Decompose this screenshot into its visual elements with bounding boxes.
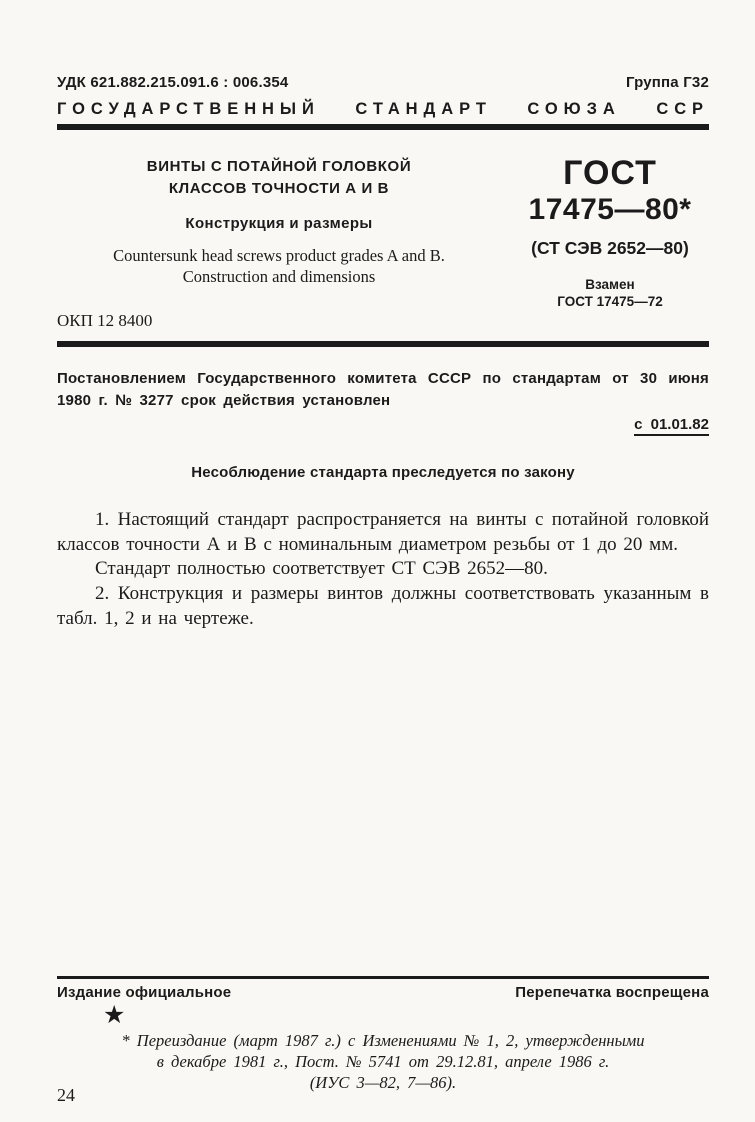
document-title-ru bbox=[57, 156, 501, 200]
decree-paragraph: Постановлением Государственного комитета СССР по стандартам от 30 июня 1980 г. № 3277 срок действия установлен bbox=[57, 370, 709, 409]
page-number: 24 bbox=[57, 1085, 75, 1105]
state-standard-line: ГОСУДАРСТВЕННЫЙ СТАНДАРТ СОЮЗА ССР bbox=[57, 100, 709, 118]
official-edition-label: Издание официальное bbox=[57, 984, 232, 1001]
gost-word: ГОСТ bbox=[563, 154, 657, 192]
page-footer bbox=[57, 976, 709, 1094]
law-notice: Несоблюдение стандарта преследуется по закону bbox=[191, 463, 575, 481]
no-reprint-label: Перепечатка воспрещена bbox=[515, 984, 709, 1001]
replaces-label: Взамен bbox=[585, 276, 635, 292]
effective-date: с 01.01.82 bbox=[634, 416, 709, 436]
replaces-note bbox=[511, 277, 709, 311]
footnote-line-1: * Переиздание (март 1987 г.) с Изменениями № 1, 2, утвержденными bbox=[121, 1031, 645, 1050]
footnote-line-3: (ИУС 3—82, 7—86). bbox=[309, 1072, 457, 1092]
udc-row bbox=[57, 74, 709, 91]
designation-block bbox=[511, 156, 709, 331]
sev-designation: (СТ СЭВ 2652—80) bbox=[531, 237, 689, 258]
title-line-2: КЛАССОВ ТОЧНОСТИ А И В bbox=[168, 179, 390, 197]
body-text bbox=[57, 508, 709, 631]
document-subtitle: Конструкция и размеры bbox=[185, 214, 373, 232]
header-rule bbox=[57, 124, 709, 130]
separator-rule bbox=[57, 341, 709, 347]
replaces-value: ГОСТ 17475—72 bbox=[557, 293, 663, 309]
title-line-1: ВИНТЫ С ПОТАЙНОЙ ГОЛОВКОЙ bbox=[146, 158, 412, 175]
footnote-line-2: в декабре 1981 г., Пост. № 5741 от 29.12.81, апреле 1986 г. bbox=[156, 1051, 610, 1071]
udc-code: УДК 621.882.215.091.6 : 006.354 bbox=[57, 74, 289, 91]
footer-row bbox=[57, 979, 709, 1001]
title-area bbox=[57, 156, 709, 331]
group-code: Группа Г32 bbox=[625, 74, 709, 91]
okp-code: ОКП 12 8400 bbox=[57, 311, 153, 331]
gost-number: 17475—80* bbox=[528, 192, 692, 226]
paragraph-2: Стандарт полностью соответствует СТ СЭВ 2652—80. bbox=[95, 558, 548, 580]
effective-date-row bbox=[57, 416, 709, 436]
title-en-line-2: Construction and dimensions bbox=[182, 266, 376, 286]
title-block bbox=[57, 156, 511, 331]
reissue-footnote bbox=[57, 1031, 709, 1094]
star-icon: ★ bbox=[103, 1002, 126, 1029]
title-en-line-1: Countersunk head screws product grades A and B. bbox=[113, 245, 445, 265]
document-title-en bbox=[57, 245, 501, 288]
paragraph-1: 1. Настоящий стандарт распространяется на винты с потайной головкой классов точности А и В с номинальным диаметром резьбы от 1 до 20 мм. bbox=[57, 508, 709, 555]
paragraph-3: 2. Конструкция и размеры винтов должны соответствовать указанным в табл. 1, 2 и на чертеже. bbox=[57, 583, 709, 629]
